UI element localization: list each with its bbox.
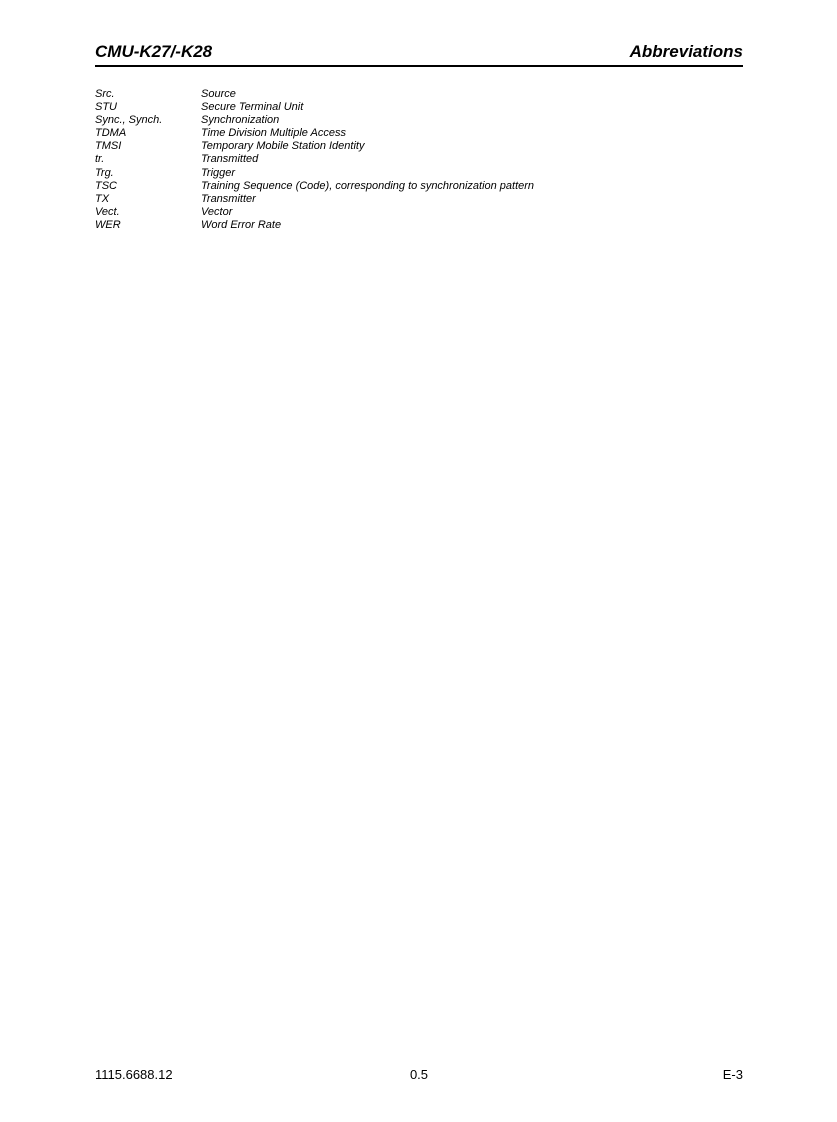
list-item bbox=[95, 101, 743, 114]
list-item bbox=[95, 114, 743, 127]
abbreviation-definition: Source bbox=[201, 88, 236, 100]
abbreviation-term: TX bbox=[95, 192, 110, 205]
abbreviation-definition: Synchronization bbox=[201, 114, 280, 127]
abbreviation-definition: Vector bbox=[201, 205, 233, 218]
abbreviation-definition: Secure Terminal Unit bbox=[201, 101, 304, 114]
abbreviation-term: tr. bbox=[95, 153, 105, 166]
abbreviation-term: WER bbox=[95, 218, 121, 231]
abbreviation-term: TSC bbox=[95, 179, 117, 192]
page-footer bbox=[95, 1066, 743, 1084]
abbreviation-definition: Transmitted bbox=[201, 153, 259, 166]
version-number: 0.5 bbox=[409, 1067, 429, 1082]
list-item bbox=[95, 193, 743, 206]
abbreviation-definition: Training Sequence (Code), corresponding to synchronization pattern bbox=[201, 179, 535, 192]
page-header bbox=[95, 40, 743, 67]
abbreviation-list bbox=[95, 88, 743, 232]
list-item bbox=[95, 219, 743, 232]
abbreviation-term: TDMA bbox=[95, 127, 127, 140]
abbreviation-term: TMSI bbox=[95, 140, 122, 153]
abbreviation-definition: Temporary Mobile Station Identity bbox=[201, 140, 365, 153]
list-item bbox=[95, 167, 743, 180]
abbreviation-definition: Trigger bbox=[201, 166, 236, 179]
list-item bbox=[95, 140, 743, 153]
page-number: E-3 bbox=[722, 1067, 743, 1082]
abbreviation-definition: Transmitter bbox=[201, 192, 256, 205]
list-item bbox=[95, 88, 743, 101]
section-title: Abbreviations bbox=[629, 42, 743, 61]
abbreviation-term: STU bbox=[95, 101, 117, 114]
abbreviation-term: Sync., Synch. bbox=[95, 114, 163, 127]
abbreviation-definition: Time Division Multiple Access bbox=[201, 127, 346, 140]
list-item bbox=[95, 180, 743, 193]
abbreviation-term: Src. bbox=[95, 88, 115, 100]
list-item bbox=[95, 127, 743, 140]
abbreviation-term: Vect. bbox=[95, 205, 120, 218]
document-title: CMU-K27/-K28 bbox=[95, 42, 213, 61]
abbreviation-definition: Word Error Rate bbox=[201, 218, 282, 231]
abbreviation-term: Trg. bbox=[95, 166, 114, 179]
list-item bbox=[95, 153, 743, 166]
document-number: 1115.6688.12 bbox=[95, 1067, 173, 1082]
list-item bbox=[95, 206, 743, 219]
